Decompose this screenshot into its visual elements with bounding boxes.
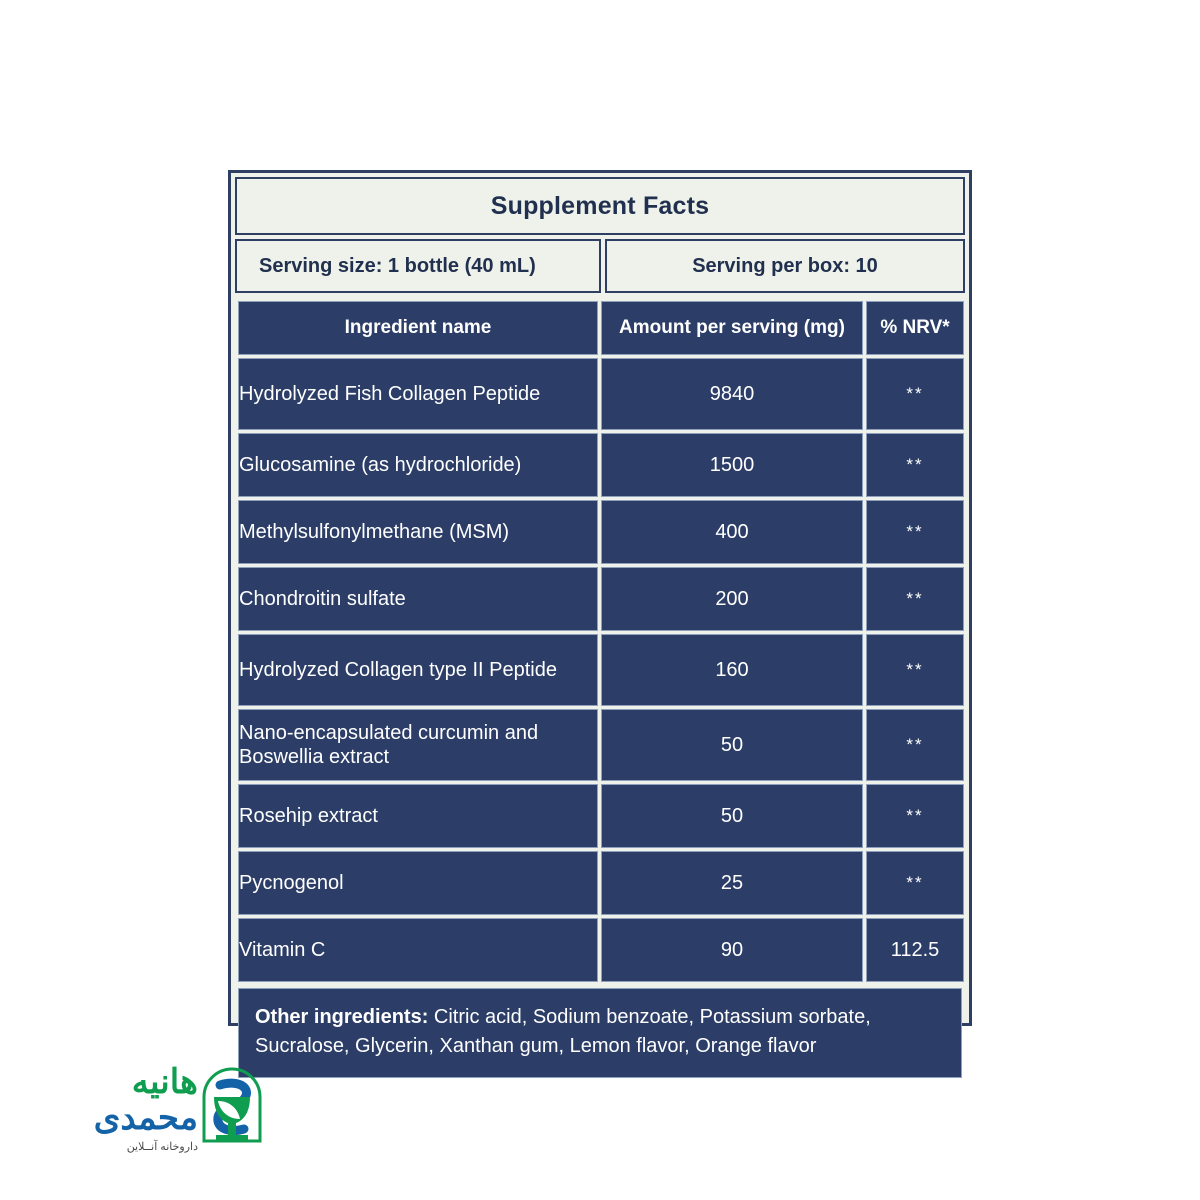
table-row	[238, 567, 964, 631]
nrv-cell: **	[866, 433, 964, 497]
ingredient-name-cell: Vitamin C	[238, 918, 598, 982]
other-ingredients-block	[238, 988, 962, 1078]
nutrient-table	[235, 298, 967, 985]
amount-cell: 50	[601, 784, 863, 848]
nrv-cell: **	[866, 709, 964, 781]
page-title: Supplement Facts	[235, 177, 965, 235]
nrv-cell: **	[866, 358, 964, 430]
table-body	[238, 358, 964, 982]
logo-brand-line-2: محمدی	[93, 1098, 198, 1137]
ingredient-name-cell: Hydrolyzed Collagen type II Peptide	[238, 634, 598, 706]
nrv-cell: **	[866, 851, 964, 915]
nrv-cell: 112.5	[866, 918, 964, 982]
logo-tagline: داروخانه آنــلاین	[126, 1141, 198, 1154]
ingredient-name-cell: Hydrolyzed Fish Collagen Peptide	[238, 358, 598, 430]
nrv-cell: **	[866, 500, 964, 564]
table-row	[238, 358, 964, 430]
amount-cell: 1500	[601, 433, 863, 497]
column-header-amount: Amount per serving (mg)	[601, 301, 863, 355]
other-ingredients-value: Citric acid, Sodium benzoate, Potassium sorbate, Sucralose, Glycerin, Xanthan gum, Lemon flavor, Orange flavor	[255, 1006, 871, 1057]
other-ingredients-label: Other ingredients:	[255, 1006, 429, 1028]
ingredient-name-cell: Chondroitin sulfate	[238, 567, 598, 631]
amount-cell: 400	[601, 500, 863, 564]
amount-cell: 200	[601, 567, 863, 631]
table-row	[238, 500, 964, 564]
supplement-facts-card	[228, 170, 972, 1057]
amount-cell: 9840	[601, 358, 863, 430]
nrv-cell: **	[866, 784, 964, 848]
amount-cell: 160	[601, 634, 863, 706]
column-header-ingredient: Ingredient name	[238, 301, 598, 355]
amount-cell: 90	[601, 918, 863, 982]
ingredient-name-cell: Nano-encapsulated curcumin and Boswellia extract	[238, 709, 598, 781]
table-row	[238, 709, 964, 781]
nrv-cell: **	[866, 634, 964, 706]
amount-cell: 25	[601, 851, 863, 915]
amount-cell: 50	[601, 709, 863, 781]
brand-logo	[48, 1065, 268, 1165]
logo-wordmark	[48, 1065, 198, 1153]
serving-info-row	[235, 239, 965, 293]
ingredient-name-cell: Methylsulfonylmethane (MSM)	[238, 500, 598, 564]
serving-size-text: Serving size: 1 bottle (40 mL)	[235, 239, 601, 293]
nrv-cell: **	[866, 567, 964, 631]
pharmacy-mark-icon	[200, 1067, 264, 1145]
logo-brand-line-1: هانیه	[131, 1063, 198, 1101]
table-header-row	[238, 301, 964, 355]
column-header-nrv: % NRV*	[866, 301, 964, 355]
table-row	[238, 851, 964, 915]
ingredient-name-cell: Rosehip extract	[238, 784, 598, 848]
serving-per-box-text: Serving per box: 10	[605, 239, 965, 293]
table-row	[238, 784, 964, 848]
table-row	[238, 634, 964, 706]
table-row	[238, 918, 964, 982]
ingredient-name-cell: Glucosamine (as hydrochloride)	[238, 433, 598, 497]
ingredient-name-cell: Pycnogenol	[238, 851, 598, 915]
table-row	[238, 433, 964, 497]
